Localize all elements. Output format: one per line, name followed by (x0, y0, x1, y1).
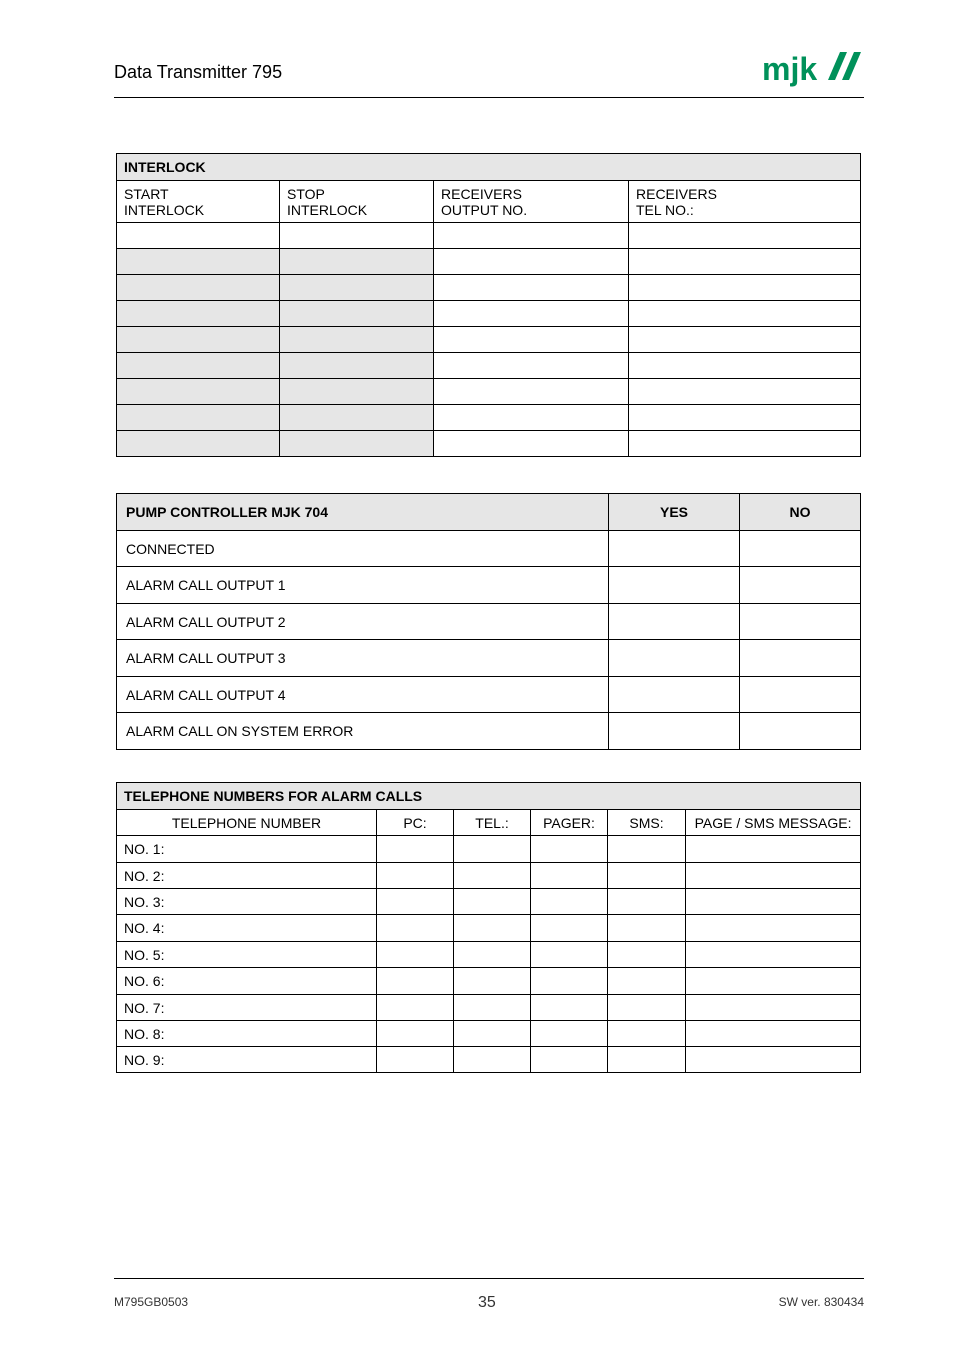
message-cell[interactable] (686, 968, 861, 995)
cell-input[interactable] (629, 353, 861, 379)
pump-row-label: ALARM CALL OUTPUT 4 (117, 677, 609, 713)
telephone-row (117, 836, 861, 863)
no-cell[interactable] (740, 567, 861, 604)
sms-cell[interactable] (608, 889, 686, 915)
pc-cell[interactable] (377, 942, 454, 968)
no-cell[interactable] (740, 640, 861, 677)
cell-input[interactable] (117, 327, 280, 353)
cell-input[interactable] (280, 405, 434, 431)
interlock-row (117, 249, 861, 275)
col-receivers-output: RECEIVERS OUTPUT NO. (434, 181, 629, 223)
document-id: M795GB0503 (114, 1295, 189, 1309)
cell-input[interactable] (280, 223, 434, 249)
col-start-interlock: START INTERLOCK (117, 181, 280, 223)
yes-cell[interactable] (609, 531, 740, 567)
pc-cell[interactable] (377, 968, 454, 995)
pump-title: PUMP CONTROLLER MJK 704 (117, 494, 609, 531)
tel-cell[interactable] (454, 915, 531, 942)
pc-cell[interactable] (377, 1047, 454, 1073)
sms-cell[interactable] (608, 995, 686, 1021)
telephone-row-label: NO. 8: (117, 1021, 377, 1047)
yes-cell[interactable] (609, 567, 740, 604)
page-title: Data Transmitter 795 (114, 62, 283, 82)
cell-input[interactable] (117, 249, 280, 275)
pump-row-label: ALARM CALL ON SYSTEM ERROR (117, 713, 609, 750)
no-header: NO (740, 494, 861, 531)
pump-row (117, 677, 861, 713)
mjk-logo (760, 50, 866, 92)
pager-cell[interactable] (531, 968, 608, 995)
cell-input[interactable] (434, 249, 629, 275)
cell-input[interactable] (117, 223, 280, 249)
tel-cell[interactable] (454, 863, 531, 889)
pc-cell[interactable] (377, 863, 454, 889)
cell-input[interactable] (117, 431, 280, 457)
telephone-row-label: NO. 1: (117, 836, 377, 863)
pc-cell[interactable] (377, 836, 454, 863)
sms-cell[interactable] (608, 1021, 686, 1047)
cell-input[interactable] (434, 223, 629, 249)
pager-cell[interactable] (531, 1021, 608, 1047)
cell-input[interactable] (629, 275, 861, 301)
pager-cell[interactable] (531, 942, 608, 968)
logo-text: mjk (762, 51, 818, 87)
cell-input[interactable] (280, 327, 434, 353)
cell-input[interactable] (280, 301, 434, 327)
cell-input[interactable] (434, 405, 629, 431)
message-cell[interactable] (686, 836, 861, 863)
pager-cell[interactable] (531, 1047, 608, 1073)
interlock-row (117, 301, 861, 327)
interlock-row (117, 275, 861, 301)
pc-cell[interactable] (377, 1021, 454, 1047)
pager-cell[interactable] (531, 889, 608, 915)
telephone-row (117, 1047, 861, 1073)
pager-cell[interactable] (531, 836, 608, 863)
software-version: SW ver. 830434 (778, 1295, 864, 1309)
telephone-row-label: NO. 3: (117, 889, 377, 915)
cell-input[interactable] (434, 275, 629, 301)
tel-cell[interactable] (454, 889, 531, 915)
yes-cell[interactable] (609, 640, 740, 677)
cell-input[interactable] (629, 379, 861, 405)
pump-row (117, 713, 861, 750)
sms-cell[interactable] (608, 836, 686, 863)
pc-cell[interactable] (377, 995, 454, 1021)
telephone-row (117, 863, 861, 889)
telephone-row-label: NO. 7: (117, 995, 377, 1021)
interlock-row (117, 353, 861, 379)
sms-cell[interactable] (608, 915, 686, 942)
telephone-row (117, 995, 861, 1021)
cell-input[interactable] (629, 249, 861, 275)
no-cell[interactable] (740, 713, 861, 750)
sms-cell[interactable] (608, 942, 686, 968)
message-cell[interactable] (686, 995, 861, 1021)
telephone-row (117, 915, 861, 942)
cell-input[interactable] (434, 431, 629, 457)
pump-row-label: ALARM CALL OUTPUT 3 (117, 640, 609, 677)
telephone-header-row (117, 810, 861, 836)
cell-input[interactable] (629, 405, 861, 431)
telephone-row (117, 889, 861, 915)
pump-controller-table (116, 493, 861, 750)
telephone-table (116, 782, 861, 1073)
yes-header: YES (609, 494, 740, 531)
tel-cell[interactable] (454, 942, 531, 968)
pager-cell[interactable] (531, 995, 608, 1021)
tel-cell[interactable] (454, 836, 531, 863)
cell-input[interactable] (434, 353, 629, 379)
interlock-row (117, 327, 861, 353)
pump-row-label: CONNECTED (117, 531, 609, 567)
col-telephone-number: TELEPHONE NUMBER (117, 810, 377, 836)
tel-cell[interactable] (454, 995, 531, 1021)
cell-input[interactable] (117, 301, 280, 327)
col-pager: PAGER: (531, 810, 608, 836)
interlock-table (116, 153, 861, 457)
yes-cell[interactable] (609, 604, 740, 640)
cell-input[interactable] (280, 431, 434, 457)
tel-cell[interactable] (454, 968, 531, 995)
pc-cell[interactable] (377, 915, 454, 942)
telephone-row (117, 942, 861, 968)
tel-cell[interactable] (454, 1021, 531, 1047)
message-cell[interactable] (686, 1047, 861, 1073)
telephone-row-label: NO. 6: (117, 968, 377, 995)
col-pc: PC: (377, 810, 454, 836)
sms-cell[interactable] (608, 968, 686, 995)
interlock-row (117, 223, 861, 249)
pump-row-label: ALARM CALL OUTPUT 1 (117, 567, 609, 604)
col-sms: SMS: (608, 810, 686, 836)
cell-input[interactable] (629, 223, 861, 249)
interlock-title: INTERLOCK (117, 154, 861, 181)
cell-input[interactable] (434, 301, 629, 327)
message-cell[interactable] (686, 942, 861, 968)
pump-row (117, 531, 861, 567)
cell-input[interactable] (629, 301, 861, 327)
interlock-header-row (117, 181, 861, 223)
telephone-row-label: NO. 2: (117, 863, 377, 889)
cell-input[interactable] (280, 275, 434, 301)
telephone-row-label: NO. 4: (117, 915, 377, 942)
telephone-row (117, 1021, 861, 1047)
telephone-title: TELEPHONE NUMBERS FOR ALARM CALLS (117, 783, 861, 810)
yes-cell[interactable] (609, 713, 740, 750)
interlock-row (117, 405, 861, 431)
cell-input[interactable] (117, 353, 280, 379)
pc-cell[interactable] (377, 889, 454, 915)
no-cell[interactable] (740, 604, 861, 640)
cell-input[interactable] (280, 379, 434, 405)
pump-row-label: ALARM CALL OUTPUT 2 (117, 604, 609, 640)
header-divider (114, 97, 864, 98)
cell-input[interactable] (280, 249, 434, 275)
no-cell[interactable] (740, 677, 861, 713)
cell-input[interactable] (434, 379, 629, 405)
pager-cell[interactable] (531, 915, 608, 942)
cell-input[interactable] (434, 327, 629, 353)
telephone-row-label: NO. 9: (117, 1047, 377, 1073)
col-tel: TEL.: (454, 810, 531, 836)
cell-input[interactable] (629, 431, 861, 457)
no-cell[interactable] (740, 531, 861, 567)
sms-cell[interactable] (608, 863, 686, 889)
message-cell[interactable] (686, 863, 861, 889)
interlock-row (117, 379, 861, 405)
col-stop-interlock: STOP INTERLOCK (280, 181, 434, 223)
cell-input[interactable] (117, 275, 280, 301)
message-cell[interactable] (686, 889, 861, 915)
pump-row (117, 567, 861, 604)
yes-cell[interactable] (609, 677, 740, 713)
pump-row (117, 640, 861, 677)
interlock-row (117, 431, 861, 457)
cell-input[interactable] (117, 379, 280, 405)
message-cell[interactable] (686, 915, 861, 942)
footer-divider (114, 1278, 864, 1279)
pump-row (117, 604, 861, 640)
message-cell[interactable] (686, 1021, 861, 1047)
sms-cell[interactable] (608, 1047, 686, 1073)
cell-input[interactable] (117, 405, 280, 431)
tel-cell[interactable] (454, 1047, 531, 1073)
cell-input[interactable] (629, 327, 861, 353)
col-receivers-tel: RECEIVERS TEL NO.: (629, 181, 861, 223)
pager-cell[interactable] (531, 863, 608, 889)
col-page-sms-message: PAGE / SMS MESSAGE: (686, 810, 861, 836)
telephone-row-label: NO. 5: (117, 942, 377, 968)
page-number: 35 (478, 1294, 496, 1311)
telephone-row (117, 968, 861, 995)
cell-input[interactable] (280, 353, 434, 379)
